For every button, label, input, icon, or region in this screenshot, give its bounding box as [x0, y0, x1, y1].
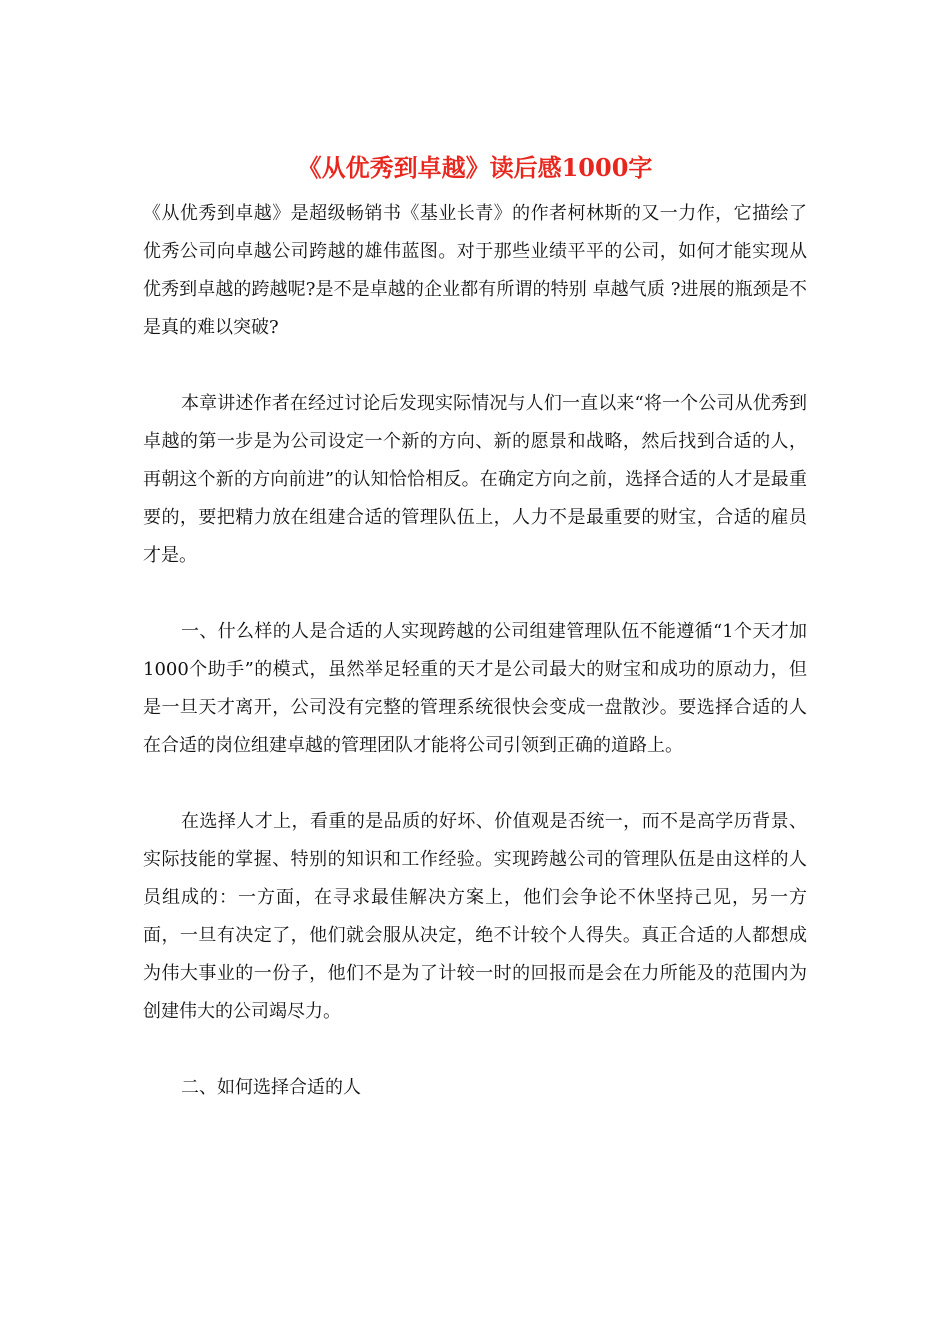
paragraph-talent-selection: 在选择人才上，看重的是品质的好坏、价值观是否统一，而不是高学历背景、实际技能的掌握、特别的知识和工作经验。实现跨越公司的管理队伍是由这样的人员组成的：一方面，在寻求最佳解决方案上，他们会争论不休坚持己见，另一方面，一旦有决定了，他们就会服从决定，绝不计较个人得失。真正合适的人都想成为伟大事业的一份子，他们不是为了计较一时的回报而是会在力所能及的范围内为创建伟大的公司竭尽力。 — [143, 811, 807, 1022]
document-title: 《从优秀到卓越》读后感1000字 — [297, 153, 653, 182]
document-body — [143, 195, 807, 1145]
paragraph-section-one: 一、什么样的人是合适的人实现跨越的公司组建管理队伍不能遵循“1个天才加1000个助手”的模式，虽然举足轻重的天才是公司最大的财宝和成功的原动力，但是一旦天才离开，公司没有完整的管理系统很快会变成一盘散沙。要选择合适的人在合适的岗位组建卓越的管理团队才能将公司引领到正确的道路上。 — [143, 621, 807, 756]
paragraph-intro: 《从优秀到卓越》是超级畅销书《基业长青》的作者柯林斯的又一力作，它描绘了优秀公司向卓越公司跨越的雄伟蓝图。对于那些业绩平平的公司，如何才能实现从优秀到卓越的跨越呢?是不是卓越的企业都有所谓的特别 卓越气质 ?进展的瓶颈是不是真的难以突破? — [143, 203, 807, 338]
paragraph-section-two-heading: 二、如何选择合适的人 — [181, 1077, 361, 1098]
paragraph-chapter-summary: 本章讲述作者在经过讨论后发现实际情况与人们一直以来“将一个公司从优秀到卓越的第一步是为公司设定一个新的方向、新的愿景和战略，然后找到合适的人，再朝这个新的方向前进”的认知恰恰相反。在确定方向之前，选择合适的人才是最重要的，要把精力放在组建合适的管理队伍上，人力不是最重要的财宝，合适的雇员才是。 — [143, 393, 807, 566]
